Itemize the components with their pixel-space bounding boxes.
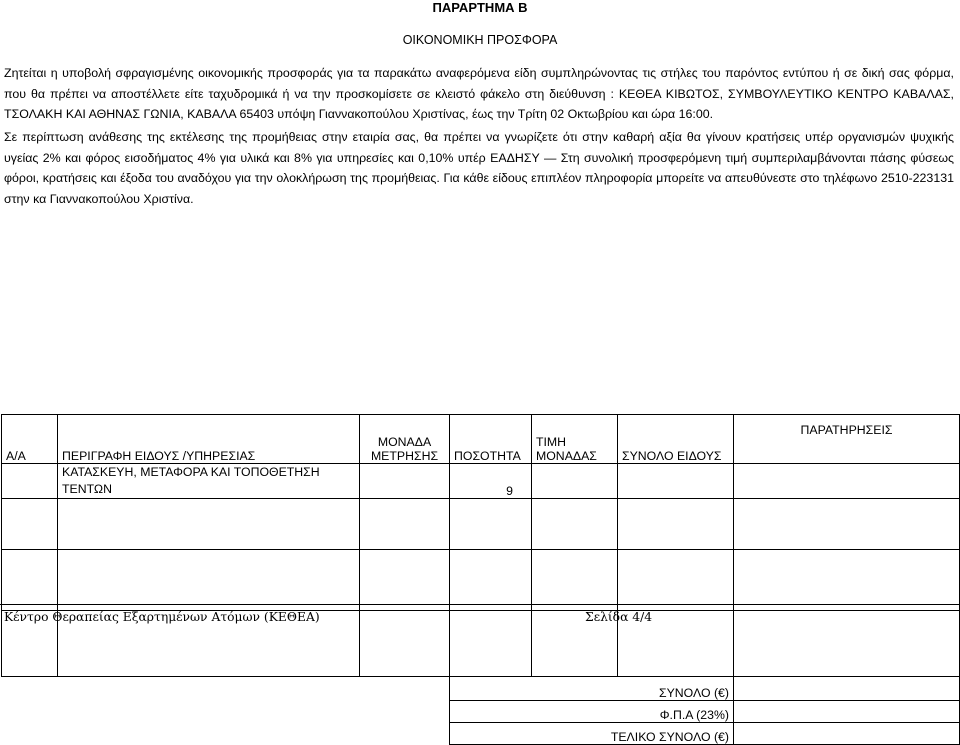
empty-cell[interactable] [360,611,450,677]
empty-cell[interactable] [2,499,58,550]
empty-cell[interactable] [532,550,618,611]
table-header-row [2,415,960,464]
subtotal-row [2,677,960,701]
vat-row [2,701,960,723]
empty-cell[interactable] [360,499,450,550]
footer-organization: Κέντρο Θεραπείας Εξαρτημένων Ατόμων (ΚΕΘΕΑ) [4,610,320,624]
cell-quantity: 9 [450,464,532,499]
cell-remarks[interactable] [734,464,960,499]
subtotal-label: ΣΥΝΟΛΟ (€) [450,677,734,701]
footer-page-number: Σελίδα 4/4 [585,610,653,624]
document-subtitle: ΟΙΚΟΝΟΜΙΚΗ ΠΡΟΣΦΟΡΑ [402,33,558,47]
empty-cell[interactable] [618,550,734,611]
empty-cell[interactable] [734,499,960,550]
header-quantity: ΠΟΣΟΤΗΤΑ [450,415,532,464]
table-row [2,464,960,499]
footer-divider [0,604,960,605]
empty-cell[interactable] [450,550,532,611]
header-unit: ΜΟΝΑΔΑ ΜΕΤΡΗΣΗΣ [360,415,450,464]
cell-aa[interactable] [2,464,58,499]
empty-cell[interactable] [58,499,360,550]
grand-total-row [2,723,960,745]
cell-item-total[interactable] [618,464,734,499]
empty-cell[interactable] [618,499,734,550]
empty-cell[interactable] [734,611,960,677]
empty-cell[interactable] [532,499,618,550]
offer-table [1,414,960,745]
vat-label: Φ.Π.Α (23%) [450,701,734,723]
empty-cell[interactable] [734,550,960,611]
cell-unit-price[interactable] [532,464,618,499]
cell-unit[interactable] [360,464,450,499]
empty-cell[interactable] [450,499,532,550]
empty-cell[interactable] [58,550,360,611]
document-title: ΠΑΡΑΡΤΗΜΑ Β [432,0,528,15]
header-aa: Α/Α [2,415,58,464]
table-row-empty [2,550,960,611]
subtotal-value[interactable] [734,677,960,701]
cell-description: ΚΑΤΑΣΚΕΥΗ, ΜΕΤΑΦΟΡΑ ΚΑΙ ΤΟΠΟΘΕΤΗΣΗ ΤΕΝΤΩΝ [58,464,360,499]
header-unit-price: ΤΙΜΗ ΜΟΝΑΔΑΣ [532,415,618,464]
grand-total-label: ΤΕΛΙΚΟ ΣΥΝΟΛΟ (€) [450,723,734,745]
header-description: ΠΕΡΙΓΡΑΦΗ ΕΙΔΟΥΣ /ΥΠΗΡΕΣΙΑΣ [58,415,360,464]
header-remarks: ΠΑΡΑΤΗΡΗΣΕΙΣ [734,415,960,464]
grand-total-value[interactable] [734,723,960,745]
vat-value[interactable] [734,701,960,723]
table-row-empty [2,499,960,550]
header-item-total: ΣΥΝΟΛΟ ΕΙΔΟΥΣ [618,415,734,464]
empty-cell[interactable] [450,611,532,677]
empty-cell[interactable] [2,550,58,611]
intro-paragraph: Ζητείται η υποβολή σφραγισμένης οικονομικής προσφοράς για τα παρακάτω αναφερόμενα είδη συμπληρώνοντας τις στήλες του παρόντος εντύπου ή σε δική σας φόρμα, που θα πρέπει να αποστέλλετε είτε ταχυδρομικά ή να την προσκομίσετε σε κλειστό φάκελο στη διεύθυνση : ΚΕΘΕΑ ΚΙΒΩΤΟΣ, ΣΥΜΒΟΥΛΕΥΤΙΚΟ ΚΕΝΤΡΟ ΚΑΒΑΛΑΣ, ΤΣΟΛΑΚΗ ΚΑΙ ΑΘΗΝΑΣ ΓΩΝΙΑ, ΚΑΒΑΛΑ 65403 υπόψη Γιαννακοπούλου Χριστίνας, έως την Τρίτη 02 Οκτωβρίου και ώρα 16:00. [4,66,954,121]
empty-cell[interactable] [360,550,450,611]
terms-paragraph: Σε περίπτωση ανάθεσης της εκτέλεσης της προμήθειας στην εταιρία σας, θα πρέπει να γνωρίζετε ότι στην καθαρή αξία θα γίνουν κρατήσεις υπέρ οργανισμών ψυχικής υγείας 2% και φόρος εισοδήματος 4% για υλικά και 8% για υπηρεσίες και 0,10% υπέρ ΕΑΔΗΣΥ — Στη συνολική προσφερόμενη τιμή συμπεριλαμβάνονται πάσης φύσεως φόροι, κρατήσεις και έξοδα του αναδόχου για την ολοκλήρωση της προμήθειας. Για κάθε είδους επιπλέον πληροφορία μπορείτε να απευθύνεστε στο τηλέφωνο 2510-223131 στην κα Γιαννακοπούλου Χριστίνα. [4,130,954,206]
